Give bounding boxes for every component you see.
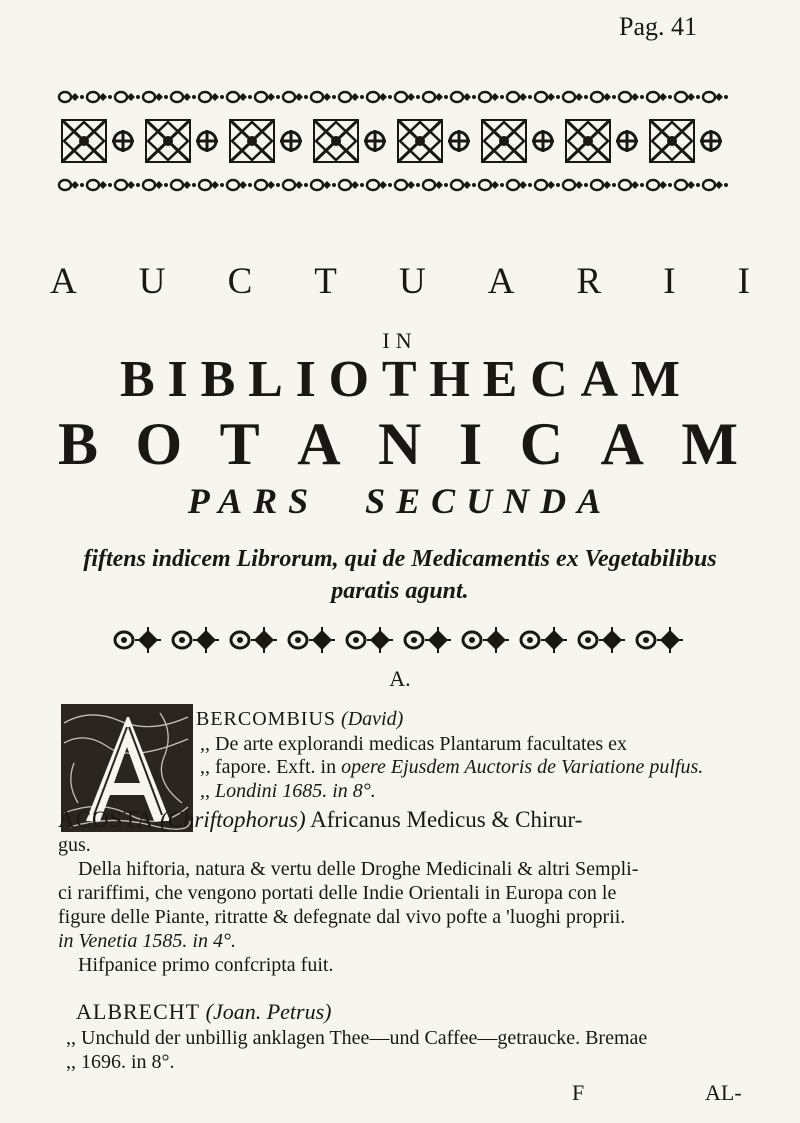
entry-line: in Venetia 1585. in 4°. (58, 930, 236, 952)
title-botanicam: B O T A N I C A M (58, 411, 738, 477)
ornament-rosette-row (56, 116, 728, 166)
subtitle-line-2: paratis agunt. (331, 578, 469, 604)
entry-line: ,, Unchuld der unbillig anklagen Thee—und Caffee—getraucke. Bremae (66, 1027, 648, 1049)
entry-line: Della hiftoria, natura & vertu delle Droghe Medicinali & altri Sempli- (78, 858, 639, 880)
author-description: Africanus Medicus & Chirur- (310, 807, 583, 832)
author-first-name: (Joan. Petrus) (205, 999, 332, 1024)
author-name: BERCOMBIUS (196, 708, 337, 730)
author-name: ACOSTA (58, 807, 155, 832)
page-number: Pag. 41 (619, 12, 697, 41)
entry-line: ,, De arte explorandi medicas Plantarum facultates ex (200, 733, 628, 755)
title-auctuarii: A U C T U A R I I (50, 261, 750, 302)
author-first-name: (David) (341, 708, 404, 730)
ornament-chain-bottom (56, 176, 728, 194)
subtitle-line-1: fiftens indicem Librorum, qui de Medicamentis ex Vegetabilibus (83, 546, 717, 572)
entry-line: ,, 1696. in 8°. (66, 1051, 175, 1073)
ornamental-header-band (56, 88, 728, 198)
author-first-name: (Chriftophorus) (159, 807, 306, 832)
title-bibliothecam: B I B L I O T H E C A M (120, 351, 680, 408)
signature-mark: F (572, 1080, 585, 1105)
entry-bercombius-heading (196, 708, 403, 731)
entry-line: figure delle Piante, ritratte & defegnate dal vivo pofte a 'luoghi proprii. (58, 906, 626, 928)
entry-line: gus. (58, 834, 91, 856)
section-letter: A. (389, 666, 411, 691)
entry-line (200, 756, 703, 779)
ornamental-divider (110, 625, 690, 655)
title-pars-secunda: PARS SECUNDA (187, 481, 613, 521)
entry-line-part: ,, fapore. Exft. in (200, 756, 337, 778)
entry-acosta-heading (58, 808, 582, 831)
ornament-chain-top (56, 88, 728, 106)
entry-line: ci rariffimi, che vengono portati delle Indie Orientali in Europa con le (58, 882, 617, 904)
catchword: AL- (705, 1080, 742, 1105)
entry-line: Hifpanice primo confcripta fuit. (78, 954, 334, 976)
subtitle (0, 543, 800, 607)
title-in: IN (382, 328, 418, 353)
author-name: ALBRECHT (76, 999, 201, 1024)
entry-line-part-italic: opere Ejusdem Auctoris de Variatione pulfus. (341, 756, 704, 778)
entry-albrecht-heading (76, 1000, 331, 1023)
entry-line: ,, Londini 1685. in 8°. (200, 780, 376, 802)
